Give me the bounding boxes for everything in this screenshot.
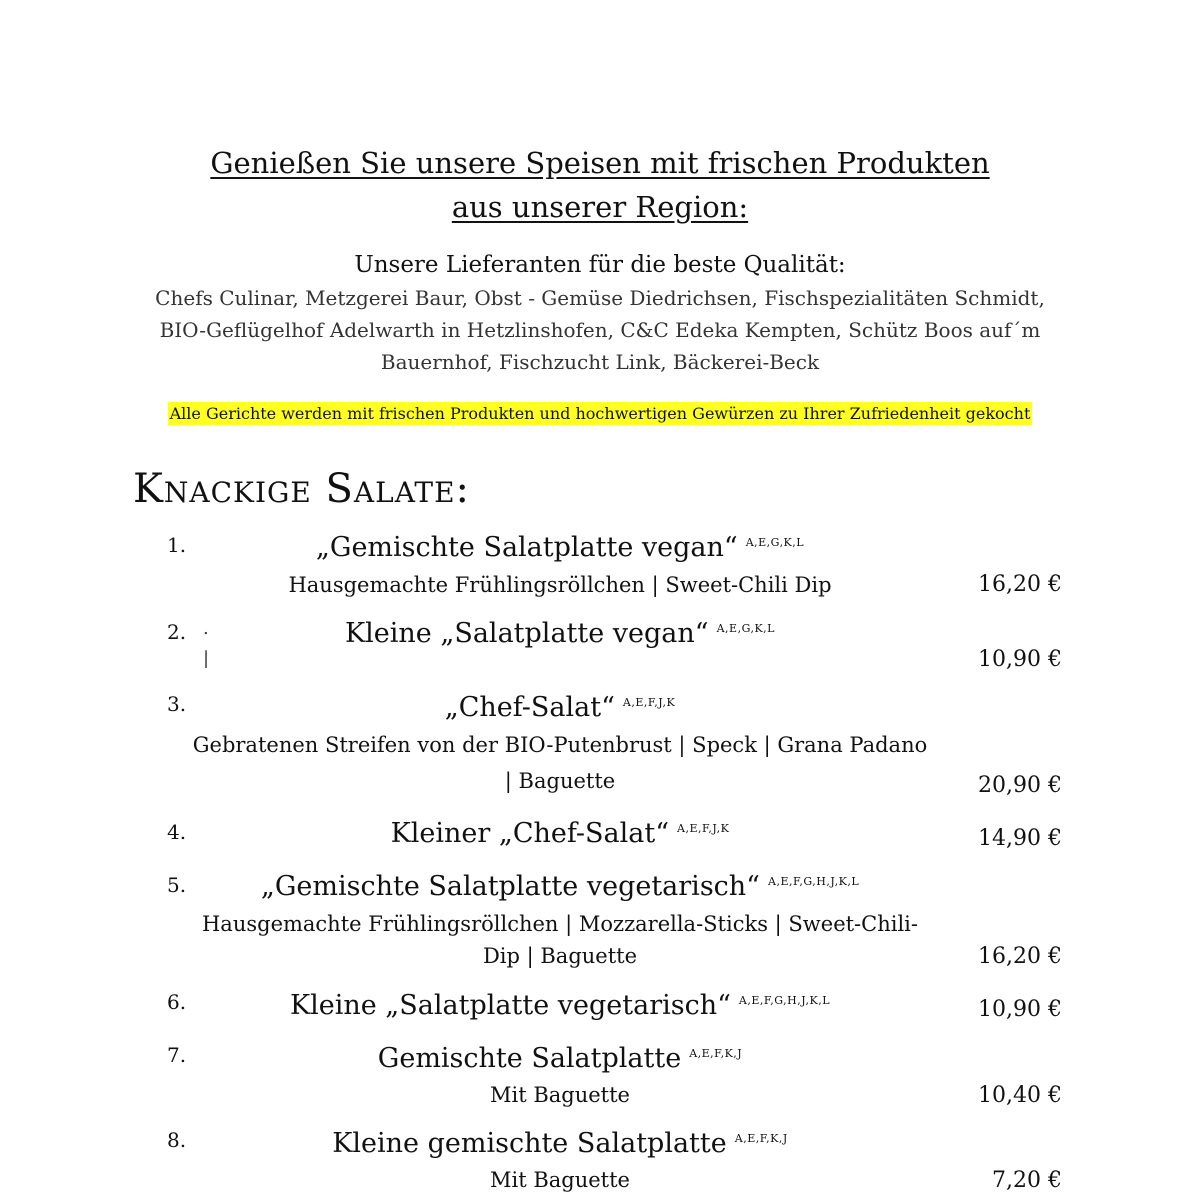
item-price: 10,40 € — [978, 1083, 1062, 1108]
item-name-text: Kleiner „Chef-Salat“ — [390, 818, 670, 849]
item-description-cont: | Baguette — [504, 769, 616, 793]
item-name-text: „Chef-Salat“ — [444, 692, 615, 723]
item-name-text: Kleine gemischte Salatplatte — [332, 1128, 727, 1159]
item-name-text: Kleine „Salatplatte vegan“ — [344, 618, 709, 649]
item-description: Mit Baguette — [490, 1083, 630, 1107]
item-name — [0, 692, 1120, 723]
item-number: 1. — [167, 533, 187, 557]
intro-heading-line2: aus unserer Region: — [451, 190, 749, 224]
item-description: Hausgemachte Frühlingsröllchen | Mozzarella-Sticks | Sweet-Chili- — [201, 912, 918, 936]
stray-bar: | — [203, 648, 210, 669]
item-description-cont: Dip | Baguette — [482, 944, 638, 968]
item-price: 10,90 € — [978, 997, 1062, 1022]
item-price: 16,20 € — [978, 944, 1062, 969]
item-name — [0, 871, 1120, 902]
item-name — [0, 1128, 1120, 1159]
item-price: 14,90 € — [978, 826, 1062, 851]
item-name-text: Gemischte Salatplatte — [377, 1043, 682, 1074]
allergen-codes: A,E,G,K,L — [716, 622, 775, 635]
item-name-text: „Gemischte Salatplatte vegetarisch“ — [260, 871, 760, 902]
item-price: 20,90 € — [978, 773, 1062, 798]
item-number: 5. — [167, 873, 187, 897]
item-price: 7,20 € — [992, 1168, 1062, 1193]
highlight-note-wrap — [0, 404, 1200, 423]
highlight-note: Alle Gerichte werden mit frischen Produkten und hochwertigen Gewürzen zu Ihrer Zufriedenheit gekocht — [169, 404, 1031, 423]
item-name-text: Kleine „Salatplatte vegetarisch“ — [289, 990, 731, 1021]
allergen-codes: A,E,F,G,H,J,K,L — [768, 875, 860, 888]
section-title: Knackige Salate: — [133, 466, 471, 512]
allergen-codes: A,E,F,J,K — [677, 822, 730, 835]
item-name — [0, 1043, 1120, 1074]
item-price: 10,90 € — [978, 647, 1062, 672]
allergen-codes: A,E,F,J,K — [622, 696, 676, 709]
item-price: 16,20 € — [978, 572, 1062, 597]
allergen-codes: A,E,F,G,H,J,K,L — [738, 994, 831, 1007]
suppliers-line3: Bauernhof, Fischzucht Link, Bäckerei-Beck — [380, 350, 820, 374]
item-number: 4. — [167, 820, 187, 844]
item-name-text: „Gemischte Salatplatte vegan“ — [315, 532, 738, 563]
suppliers-line1: Chefs Culinar, Metzgerei Baur, Obst - Gemüse Diedrichsen, Fischspezialitäten Schmidt, — [155, 286, 1045, 310]
item-description: Gebratenen Streifen von der BIO-Putenbrust | Speck | Grana Padano — [192, 733, 928, 757]
item-number: 2. — [167, 620, 187, 644]
stray-dot: . — [203, 618, 209, 639]
allergen-codes: A,E,G,K,L — [745, 536, 805, 549]
allergen-codes: A,E,F,K,J — [689, 1047, 743, 1060]
item-number: 3. — [167, 692, 187, 716]
allergen-codes: A,E,F,K,J — [734, 1132, 788, 1145]
item-name — [0, 532, 1120, 563]
item-name — [0, 618, 1120, 649]
suppliers-line2: BIO-Geflügelhof Adelwarth in Hetzlinshofen, C&C Edeka Kempten, Schütz Boos auf´m — [159, 318, 1041, 342]
item-number: 6. — [167, 990, 187, 1014]
suppliers-title: Unsere Lieferanten für die beste Qualität: — [354, 252, 846, 278]
item-description: Mit Baguette — [490, 1168, 630, 1192]
item-description: Hausgemachte Frühlingsröllchen | Sweet-Chili Dip — [288, 573, 832, 597]
item-number: 7. — [167, 1043, 187, 1067]
item-number: 8. — [167, 1128, 187, 1152]
intro-heading-line1: Genießen Sie unsere Speisen mit frischen Produkten — [210, 146, 990, 180]
